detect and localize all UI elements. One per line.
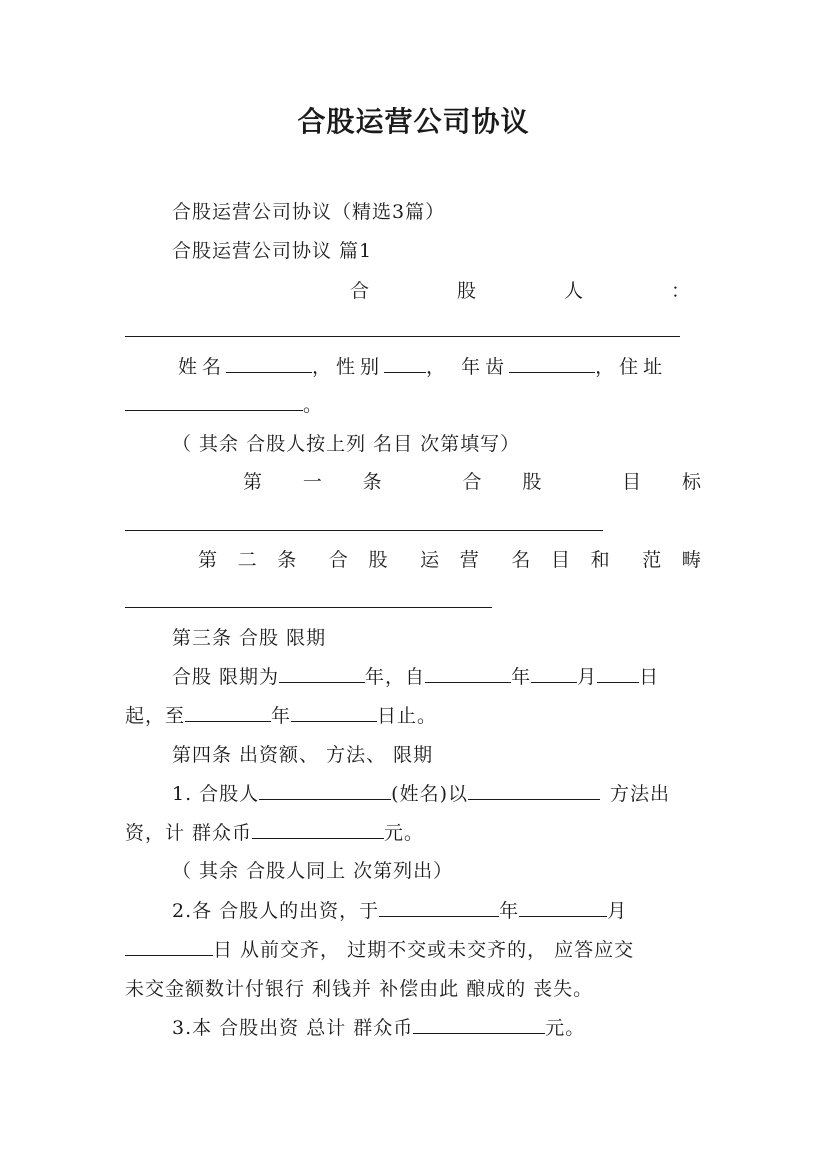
- blank: [185, 703, 271, 722]
- blank: [519, 898, 607, 917]
- name-label: 姓名: [178, 356, 227, 378]
- partner-label: [350, 278, 690, 304]
- text: 元。: [384, 822, 425, 844]
- article-3-line-1: [172, 664, 659, 690]
- gender-blank: [384, 354, 426, 373]
- article-char: 范: [642, 549, 662, 571]
- text: 年: [511, 666, 532, 688]
- partner-char: 人: [563, 280, 583, 302]
- article-3-line-2: [125, 703, 437, 729]
- text: 1. 合股人: [172, 783, 260, 805]
- address-blank: [125, 392, 303, 411]
- article-char: 第: [243, 471, 263, 493]
- article-char: 合: [328, 549, 348, 571]
- article-char: 一: [302, 471, 322, 493]
- section-heading: 合股运营公司协议 篇1: [172, 240, 373, 262]
- note-list-others: （ 其余 合股人同上 次第列出）: [172, 860, 454, 882]
- article-char: 目: [551, 549, 571, 571]
- name-blank: [226, 354, 312, 373]
- text: 月: [577, 666, 598, 688]
- blank: [379, 898, 499, 917]
- text: 月: [607, 900, 628, 922]
- document-title: 合股运营公司协议: [297, 105, 530, 138]
- blank: [468, 781, 600, 800]
- gender-label: ，性别: [312, 356, 385, 378]
- age-label: ， 年齿: [426, 356, 510, 378]
- blank: [125, 937, 213, 956]
- text: 年: [271, 705, 292, 727]
- address-line: [125, 392, 323, 418]
- article-4-heading: 第四条 出资额、 方法、 限期: [172, 744, 434, 766]
- blank: [291, 703, 377, 722]
- period: 。: [303, 394, 324, 416]
- article-char: 第: [198, 549, 218, 571]
- article-4-item-2-line-2: [125, 937, 634, 963]
- article-4-item-2-line-1: [172, 898, 627, 924]
- blank-line: [125, 530, 603, 531]
- text: 3.本 合股出资 总计 群众币: [172, 1017, 414, 1039]
- address-label: ，住址: [595, 356, 668, 378]
- text: 起，至: [125, 705, 186, 727]
- article-4-item-3: [172, 1015, 585, 1041]
- text: 日止。: [377, 705, 438, 727]
- article-char: 合: [462, 471, 482, 493]
- text: 日: [639, 666, 660, 688]
- article-char: 股: [368, 549, 388, 571]
- blank: [425, 664, 511, 683]
- subtitle: 合股运营公司协议（精选3篇）: [172, 201, 446, 223]
- text: 资，计 群众币: [125, 822, 253, 844]
- text: 2.各 合股人的出资，于: [172, 900, 380, 922]
- article-2-heading: [198, 547, 701, 573]
- article-1-heading: [243, 469, 701, 495]
- article-4-item-2-line-3: 未交金额数计付银行 利钱并 补偿由此 酿成的 丧失。: [125, 978, 594, 1000]
- article-char: 二: [237, 549, 257, 571]
- blank: [597, 664, 639, 683]
- article-4-item-1-line-2: [125, 820, 424, 846]
- partner-char: ：: [670, 280, 690, 302]
- article-char: 股: [522, 471, 542, 493]
- partner-char: 股: [456, 280, 476, 302]
- article-char: 条: [277, 549, 297, 571]
- article-char: 条: [362, 471, 382, 493]
- text: 合股 限期为: [172, 666, 280, 688]
- blank: [531, 664, 577, 683]
- partner-info-line: [178, 354, 667, 380]
- text: 年，自: [365, 666, 426, 688]
- blank: [252, 820, 384, 839]
- blank: [413, 1015, 545, 1034]
- article-char: 畴: [681, 549, 701, 571]
- text: 元。: [545, 1017, 586, 1039]
- blank: [279, 664, 365, 683]
- article-4-item-1-line-1: [172, 781, 670, 807]
- text: 方法出: [610, 783, 671, 805]
- text: 年: [499, 900, 520, 922]
- article-char: 名: [511, 549, 531, 571]
- partner-char: 合: [350, 280, 370, 302]
- article-char: 营: [459, 549, 479, 571]
- age-blank: [509, 354, 595, 373]
- article-char: 和: [590, 549, 610, 571]
- note-fill-others: （ 其余 合股人按上列 名目 次第填写）: [172, 433, 521, 455]
- article-char: 标: [681, 471, 701, 493]
- text: 日 从前交齐， 过期不交或未交齐的， 应答应交: [213, 939, 635, 961]
- blank: [259, 781, 391, 800]
- text: (姓名)以: [391, 783, 468, 805]
- article-char: 目: [622, 471, 642, 493]
- article-3-heading: 第三条 合股 限期: [172, 627, 327, 649]
- blank-line: [125, 336, 680, 337]
- blank-line: [125, 607, 492, 608]
- article-char: 运: [420, 549, 440, 571]
